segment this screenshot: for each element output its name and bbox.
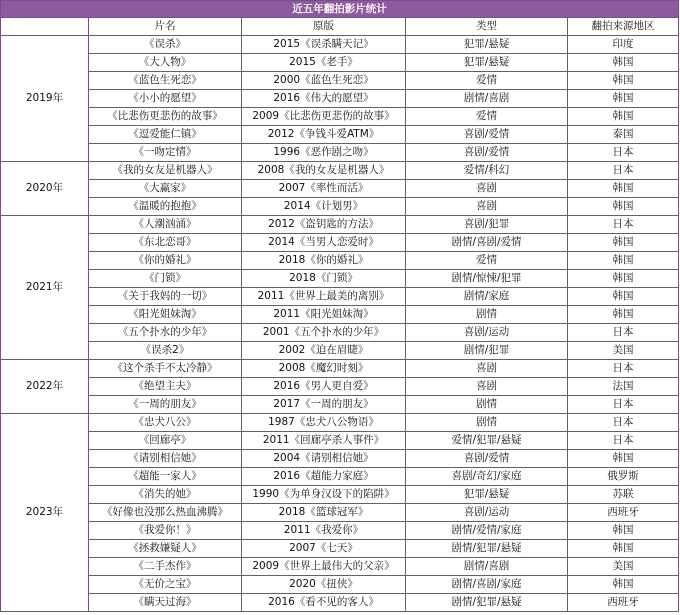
region-cell: 韩国 <box>568 234 679 252</box>
original-cell: 2000《蓝色生死恋》 <box>242 72 406 90</box>
region-cell: 泰国 <box>568 126 679 144</box>
region-cell: 法国 <box>568 378 679 396</box>
year-cell: 2022年 <box>1 360 89 414</box>
film-cell: 《无价之宝》 <box>89 576 242 594</box>
table-body <box>1 36 679 612</box>
genre-cell: 喜剧/爱情 <box>406 126 568 144</box>
original-cell: 2016《男人更自爱》 <box>242 378 406 396</box>
film-cell: 《大赢家》 <box>89 180 242 198</box>
film-cell: 《你的婚礼》 <box>89 252 242 270</box>
original-cell: 2018《你的婚礼》 <box>242 252 406 270</box>
table-row <box>1 234 679 252</box>
genre-cell: 剧情/家庭 <box>406 288 568 306</box>
genre-cell: 剧情/犯罪/悬疑 <box>406 540 568 558</box>
genre-cell: 剧情 <box>406 396 568 414</box>
film-cell: 《人潮汹涌》 <box>89 216 242 234</box>
table-row <box>1 396 679 414</box>
original-cell: 2007《七天》 <box>242 540 406 558</box>
film-cell: 《蓝色生死恋》 <box>89 72 242 90</box>
original-cell: 2004《请别相信她》 <box>242 450 406 468</box>
original-cell: 2015《老手》 <box>242 54 406 72</box>
film-cell: 《关于我妈的一切》 <box>89 288 242 306</box>
header-genre: 类型 <box>406 18 568 36</box>
film-cell: 《绝望主夫》 <box>89 378 242 396</box>
table-row <box>1 36 679 54</box>
original-cell: 2011《阳光姐妹淘》 <box>242 306 406 324</box>
table-row <box>1 486 679 504</box>
film-cell: 《拯救嫌疑人》 <box>89 540 242 558</box>
original-cell: 2008《魔幻时刻》 <box>242 360 406 378</box>
genre-cell: 爱情/犯罪/悬疑 <box>406 432 568 450</box>
genre-cell: 喜剧/犯罪 <box>406 216 568 234</box>
year-cell: 2019年 <box>1 36 89 162</box>
original-cell: 2016《超能力家庭》 <box>242 468 406 486</box>
original-cell: 2012《盗钥匙的方法》 <box>242 216 406 234</box>
table-row <box>1 540 679 558</box>
original-cell: 2011《回廊亭杀人事件》 <box>242 432 406 450</box>
region-cell: 韩国 <box>568 180 679 198</box>
table-title-row <box>1 1 679 18</box>
film-cell: 《请别相信她》 <box>89 450 242 468</box>
genre-cell: 爱情/科幻 <box>406 162 568 180</box>
table-row <box>1 414 679 432</box>
genre-cell: 犯罪/悬疑 <box>406 36 568 54</box>
table-row <box>1 72 679 90</box>
table-row <box>1 342 679 360</box>
genre-cell: 爱情 <box>406 108 568 126</box>
original-cell: 1987《忠犬八公物语》 <box>242 414 406 432</box>
table-row <box>1 144 679 162</box>
region-cell: 印度 <box>568 36 679 54</box>
film-cell: 《误杀》 <box>89 36 242 54</box>
genre-cell: 喜剧/爱情 <box>406 450 568 468</box>
region-cell: 俄罗斯 <box>568 468 679 486</box>
genre-cell: 剧情/喜剧/家庭 <box>406 576 568 594</box>
region-cell: 日本 <box>568 396 679 414</box>
film-cell: 《我的女友是机器人》 <box>89 162 242 180</box>
genre-cell: 喜剧 <box>406 360 568 378</box>
table-row <box>1 306 679 324</box>
genre-cell: 剧情 <box>406 414 568 432</box>
film-cell: 《逗爱能仁镇》 <box>89 126 242 144</box>
film-cell: 《温暖的抱抱》 <box>89 198 242 216</box>
original-cell: 2018《篮球冠军》 <box>242 504 406 522</box>
genre-cell: 剧情/犯罪/悬疑 <box>406 594 568 612</box>
header-region: 翻拍来源地区 <box>568 18 679 36</box>
table-row <box>1 468 679 486</box>
film-cell: 《超能一家人》 <box>89 468 242 486</box>
region-cell: 韩国 <box>568 252 679 270</box>
genre-cell: 喜剧/爱情 <box>406 144 568 162</box>
film-cell: 《二手杰作》 <box>89 558 242 576</box>
region-cell: 日本 <box>568 144 679 162</box>
original-cell: 2012《争钱斗爱ATM》 <box>242 126 406 144</box>
film-cell: 《我爱你！》 <box>89 522 242 540</box>
genre-cell: 剧情/爱情/家庭 <box>406 522 568 540</box>
genre-cell: 喜剧 <box>406 378 568 396</box>
film-cell: 《一周的朋友》 <box>89 396 242 414</box>
film-cell: 《东北恋哥》 <box>89 234 242 252</box>
table-row <box>1 450 679 468</box>
table-title: 近五年翻拍影片统计 <box>1 1 679 18</box>
table-row <box>1 126 679 144</box>
table-row <box>1 270 679 288</box>
original-cell: 2014《计划男》 <box>242 198 406 216</box>
genre-cell: 剧情 <box>406 306 568 324</box>
header-original: 原版 <box>242 18 406 36</box>
film-cell: 《消失的她》 <box>89 486 242 504</box>
region-cell: 韩国 <box>568 540 679 558</box>
region-cell: 韩国 <box>568 198 679 216</box>
genre-cell: 剧情/喜剧 <box>406 90 568 108</box>
original-cell: 1990《为单身汉设下的陷阱》 <box>242 486 406 504</box>
region-cell: 苏联 <box>568 486 679 504</box>
genre-cell: 犯罪/悬疑 <box>406 486 568 504</box>
original-cell: 2020《扭侠》 <box>242 576 406 594</box>
genre-cell: 喜剧 <box>406 180 568 198</box>
region-cell: 韩国 <box>568 288 679 306</box>
table-row <box>1 576 679 594</box>
original-cell: 2009《世界上最伟大的父亲》 <box>242 558 406 576</box>
original-cell: 2011《世界上最美的离别》 <box>242 288 406 306</box>
film-cell: 《五个扑水的少年》 <box>89 324 242 342</box>
original-cell: 2009《比悲伤更悲伤的故事》 <box>242 108 406 126</box>
column-header-row <box>1 18 679 36</box>
region-cell: 美国 <box>568 558 679 576</box>
region-cell: 韩国 <box>568 306 679 324</box>
table-row <box>1 162 679 180</box>
genre-cell: 爱情 <box>406 72 568 90</box>
original-cell: 2016《伟大的愿望》 <box>242 90 406 108</box>
region-cell: 韩国 <box>568 450 679 468</box>
original-cell: 2016《看不见的客人》 <box>242 594 406 612</box>
original-cell: 2002《迫在眉睫》 <box>242 342 406 360</box>
genre-cell: 喜剧/运动 <box>406 504 568 522</box>
year-cell: 2023年 <box>1 414 89 612</box>
table-row <box>1 198 679 216</box>
region-cell: 日本 <box>568 216 679 234</box>
genre-cell: 爱情 <box>406 252 568 270</box>
film-cell: 《瞒天过海》 <box>89 594 242 612</box>
film-cell: 《忠犬八公》 <box>89 414 242 432</box>
table-row <box>1 504 679 522</box>
original-cell: 2001《五个扑水的少年》 <box>242 324 406 342</box>
original-cell: 2011《我爱你》 <box>242 522 406 540</box>
year-cell: 2021年 <box>1 216 89 360</box>
genre-cell: 喜剧/奇幻/家庭 <box>406 468 568 486</box>
region-cell: 韩国 <box>568 72 679 90</box>
genre-cell: 犯罪/悬疑 <box>406 54 568 72</box>
table-row <box>1 108 679 126</box>
region-cell: 美国 <box>568 342 679 360</box>
region-cell: 日本 <box>568 432 679 450</box>
original-cell: 2017《一周的朋友》 <box>242 396 406 414</box>
genre-cell: 喜剧 <box>406 198 568 216</box>
table-row <box>1 558 679 576</box>
table-row <box>1 180 679 198</box>
film-cell: 《一吻定情》 <box>89 144 242 162</box>
table-row <box>1 378 679 396</box>
region-cell: 日本 <box>568 324 679 342</box>
table-row <box>1 288 679 306</box>
region-cell: 日本 <box>568 162 679 180</box>
original-cell: 2014《当男人恋爱时》 <box>242 234 406 252</box>
original-cell: 2007《率性而活》 <box>242 180 406 198</box>
genre-cell: 剧情/喜剧/爱情 <box>406 234 568 252</box>
film-cell: 《比悲伤更悲伤的故事》 <box>89 108 242 126</box>
region-cell: 日本 <box>568 360 679 378</box>
original-cell: 2008《我的女友是机器人》 <box>242 162 406 180</box>
table-row <box>1 54 679 72</box>
region-cell: 韩国 <box>568 270 679 288</box>
film-cell: 《这个杀手不太冷静》 <box>89 360 242 378</box>
film-cell: 《门锁》 <box>89 270 242 288</box>
region-cell: 西班牙 <box>568 594 679 612</box>
film-cell: 《误杀2》 <box>89 342 242 360</box>
region-cell: 西班牙 <box>568 504 679 522</box>
header-year <box>1 18 89 36</box>
original-cell: 2018《门锁》 <box>242 270 406 288</box>
film-cell: 《大人物》 <box>89 54 242 72</box>
genre-cell: 剧情/惊悚/犯罪 <box>406 270 568 288</box>
genre-cell: 剧情/犯罪 <box>406 342 568 360</box>
film-cell: 《好像也没那么热血沸腾》 <box>89 504 242 522</box>
region-cell: 韩国 <box>568 576 679 594</box>
table-row <box>1 216 679 234</box>
year-cell: 2020年 <box>1 162 89 216</box>
film-cell: 《阳光姐妹淘》 <box>89 306 242 324</box>
table-row <box>1 90 679 108</box>
original-cell: 1996《恶作剧之吻》 <box>242 144 406 162</box>
region-cell: 日本 <box>568 414 679 432</box>
table-row <box>1 522 679 540</box>
region-cell: 韩国 <box>568 90 679 108</box>
region-cell: 韩国 <box>568 108 679 126</box>
original-cell: 2015《误杀瞒天记》 <box>242 36 406 54</box>
region-cell: 韩国 <box>568 54 679 72</box>
region-cell: 韩国 <box>568 522 679 540</box>
table-row <box>1 324 679 342</box>
film-cell: 《回廊亭》 <box>89 432 242 450</box>
film-cell: 《小小的愿望》 <box>89 90 242 108</box>
header-film: 片名 <box>89 18 242 36</box>
table-row <box>1 432 679 450</box>
genre-cell: 剧情/喜剧 <box>406 558 568 576</box>
table-row <box>1 252 679 270</box>
genre-cell: 喜剧/运动 <box>406 324 568 342</box>
table-row <box>1 594 679 612</box>
table-row <box>1 360 679 378</box>
